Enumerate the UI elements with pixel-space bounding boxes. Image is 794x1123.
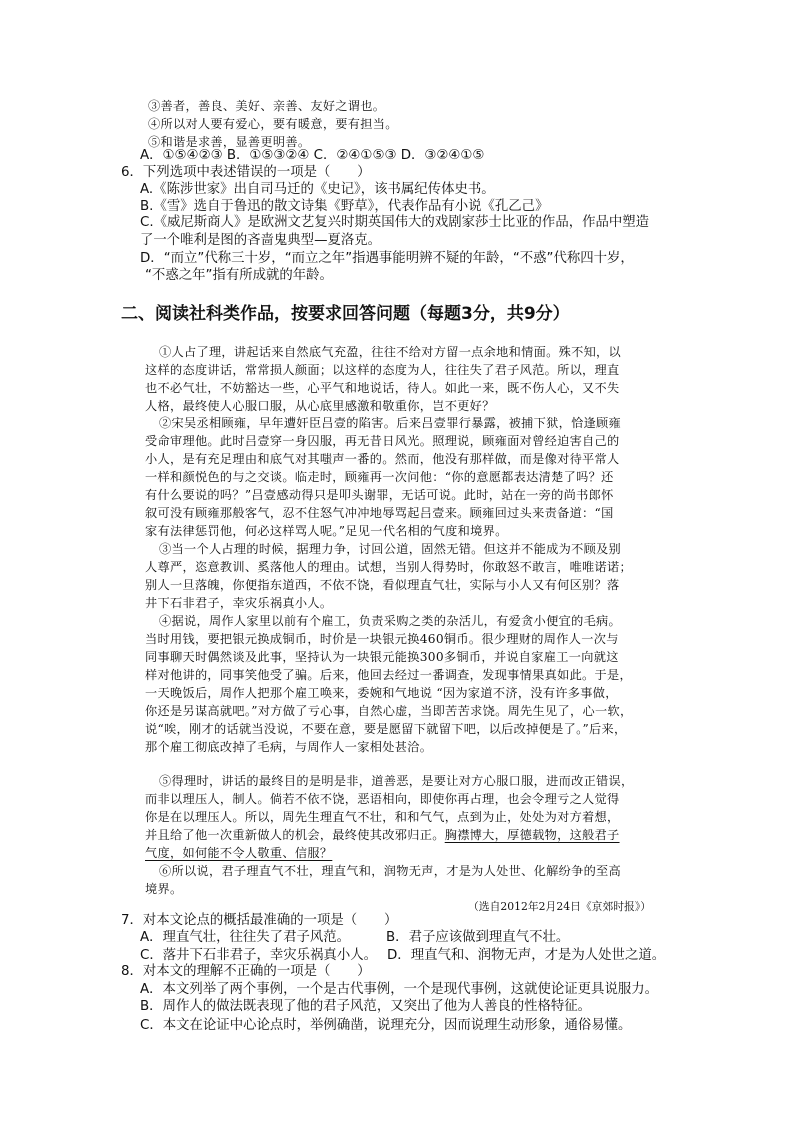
q7-option-b: B．君子应该做到理直气不壮。 (386, 930, 570, 945)
q7-option-d: D．理直气和、润物无声，才是为人处世之道。 (387, 948, 666, 963)
q6-option-c-line2: 了一个唯利是图的吝啬鬼典型—夏洛克。 (140, 233, 382, 248)
article-p3-line: 人尊严，恣意教训、奚落他人的理由。试想，当别人得势时，你敢怒不敢言，唯唯诺诺； (145, 560, 633, 574)
article-p5-line: ⑤得理时，讲话的最终目的是明是非，道善恶，是要让对方心服口服，进而改正错误， (159, 774, 634, 788)
article-p1-line: 这样的态度讲话，常常损人颜面；以这样的态度为人，往往失了君子风范。所以，理直 (145, 363, 620, 377)
article-p4-line: 同事聊天时偶然谈及此事，坚持认为一块银元能换300多铜币，并说自家雇工一向就这 (145, 650, 619, 664)
article-p2-line: 一样和颜悦色的与之交谈。临走时，顾雍再一次问他：“你的意愿都表达清楚了吗？还 (145, 470, 614, 484)
q6-stem: 6．下列选项中表述错误的一项是（ ） (121, 165, 371, 180)
q5-item-3: ③善者，善良、美好、亲善、友好之谓也。 (148, 99, 386, 113)
underlined-sentence-part1: 胸襟博大，厚德载物，这般君子 (444, 828, 620, 842)
article-p2-line: 小人，是有充足理由和底气对其嗤声一番的。然而，他没有那样做，而是像对待平常人 (145, 452, 620, 466)
article-p2-line: 受命审理他。此时吕壹穿一身囚服，再无昔日风光。照理说，顾雍面对曾经迫害自己的 (145, 434, 620, 448)
article-p5-line-with-underline (145, 826, 620, 844)
article-p3-line: ③当一个人占理的时候，据理力争，讨回公道，固然无错。但这并不能成为不顾及别 (159, 542, 622, 556)
q5-item-4: ④所以对人要有爱心，要有暖意，要有担当。 (148, 117, 398, 131)
article-p4-line: 说“唉，刚才的话就当没说，不要在意，要是愿留下就留下吧，以后改掉便是了。”后来， (145, 722, 627, 736)
article-p2-line: ②宋吴丞相顾雍，早年遭奸臣吕壹的陷害。后来吕壹罪行暴露，被捕下狱，恰逢顾雍 (159, 416, 622, 430)
q7-stem: 7．对本文论点的概括最准确的一项是（ ） (121, 913, 398, 928)
q8-stem: 8．对本文的理解不正确的一项是（ ） (121, 964, 371, 979)
underlined-sentence-part2: 气度，如何能不令人敬重、信服？ (145, 846, 333, 860)
article-p3-line: 别人一旦落魄，你便指东道西，不依不饶，看似理直气壮，实际与小人又有何区别？落 (145, 578, 620, 592)
q8-option-b: B．周作人的做法既表现了他的君子风范，又突出了他为人善良的性格特征。 (140, 999, 592, 1014)
article-p5-line: 你是在以理压人。所以，周先生理直气不壮，和和气气，点到为止，处处为对方着想， (145, 810, 620, 824)
article-p1-line: 也不必气壮，不妨豁达一些，心平气和地说话，待人。如此一来，既不伤人心，又不失 (145, 381, 620, 395)
q6-option-d-line1: D．“而立”代称三十岁，“而立之年”指遇事能明辨不疑的年龄，“不惑”代称四十岁， (140, 251, 634, 266)
q7-option-c: C．落井下石非君子，幸灾乐祸真小人。 (140, 948, 377, 963)
q6-option-d-line2: “不惑之年”指有所成就的年龄。 (145, 268, 333, 283)
article-p4-line: 一天晚饭后，周作人把那个雇工唤来，委婉和气地说 “因为家道不济，没有许多事做， (145, 686, 618, 700)
q6-option-c-line1: C.《威尼斯商人》是欧洲文艺复兴时期英国伟大的戏剧家莎士比亚的作品，作品中塑造 (140, 215, 650, 230)
section-heading: 二、阅读社科类作品，按要求回答问题（每题3分，共9分） (121, 304, 570, 324)
article-p1-line: 人格，最终使人心服口服，从心底里感激和敬重你，岂不更好？ (145, 399, 495, 413)
article-p4-line: 样对他讲的，同事笑他受了骗。后来，他回去经过一番调查，发现事情果真如此。于是， (145, 668, 633, 682)
q5-item-5: ⑤和谐是求善，显善更明善。 (148, 135, 311, 149)
article-p1-line: ①人占了理，讲起话来自然底气充盈，往往不给对方留一点余地和情面。殊不知，以 (159, 345, 622, 359)
article-p2-line: 有什么要说的吗？”吕壹感动得只是叩头谢罪，无话可说。此时，站在一旁的尚书郎怀 (145, 488, 614, 502)
q7-option-a: A．理直气壮，往往失了君子风范。 (140, 930, 351, 945)
article-p4-line: 那个雇工彻底改掉了毛病，与周作人一家相处甚洽。 (145, 740, 433, 754)
article-source: （选自2012年2月24日《京郊时报》） (468, 900, 652, 913)
article-p2-line: 叙可没有顾雍那般客气，忍不住怒气冲冲地辱骂起吕壹来。顾雍回过头来责备道：“国 (145, 506, 614, 520)
article-p4-line: 你还是另谋高就吧。”对方做了亏心事，自然心虚，当即苦苦求饶。周先生见了，心一软， (145, 704, 633, 718)
article-p5-line: 并且给了他一次重新做人的机会，最终使其改邪归正。 (145, 828, 445, 842)
article-p6-line: ⑥所以说，君子理直气不壮，理直气和，润物无声，才是为人处世、化解纷争的至高 (159, 864, 622, 878)
q8-option-c: C．本文在论证中心论点时，举例确凿，说理充分，因而说理生动形象，通俗易懂。 (140, 1018, 632, 1033)
article-p6-line: 境界。 (145, 882, 183, 896)
article-p3-line: 井下石非君子，幸灾乐祸真小人。 (145, 596, 333, 610)
article-p5-line: 而非以理压人，制人。倘若不依不饶，恶语相向，即使你再占理，也会令理亏之人觉得 (145, 792, 620, 806)
q8-option-a: A．本文列举了两个事例，一个是古代事例，一个是现代事例，这就使论证更具说服力。 (140, 982, 659, 997)
q6-option-b: B.《雪》选自于鲁迅的散文诗集《野草》，代表作品有小说《孔乙己》 (140, 199, 549, 214)
q5-options: A．①⑤④②③ B．①⑤③②④ C．②④①⑤③ D．③②④①⑤ (140, 148, 485, 163)
article-p4-line: ④据说，周作人家里以前有个雇工，负责采购之类的杂活儿，有爱贪小便宜的毛病。 (159, 614, 622, 628)
q6-option-a: A.《陈涉世家》出自司马迁的《史记》，该书属纪传体史书。 (140, 182, 495, 197)
article-p2-line: 家有法律惩罚他，何必这样骂人呢。”足见一代名相的气度和境界。 (145, 524, 508, 538)
article-p4-line: 当时用钱，要把银元换成铜币，时价是一块银元换460铜币。很少理财的周作人一次与 (145, 632, 619, 646)
